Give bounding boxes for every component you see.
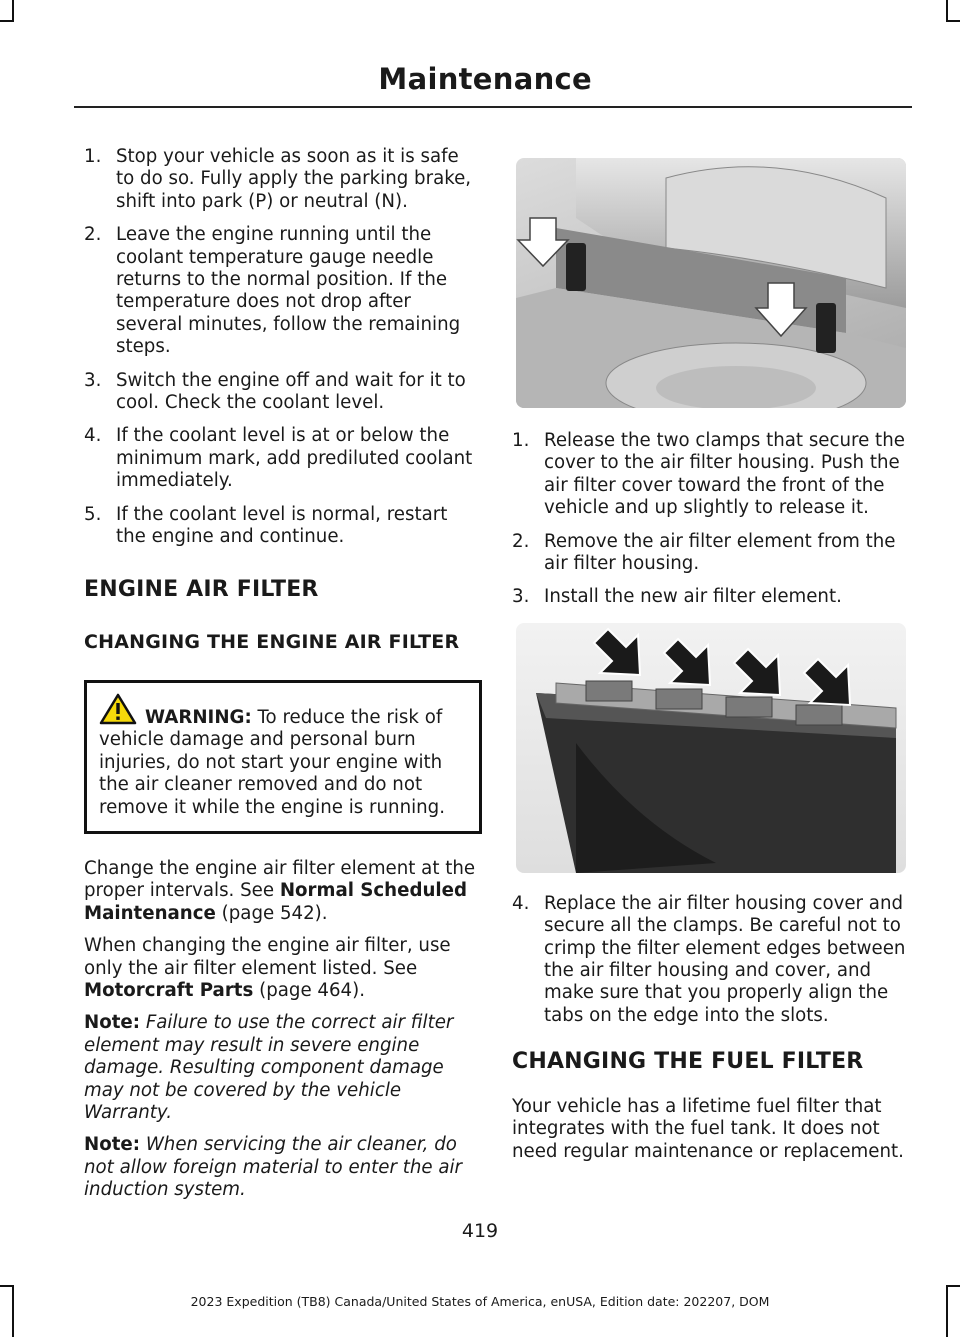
step-number: 5. <box>84 503 102 525</box>
air-filter-tabs-drawing <box>516 623 906 873</box>
list-item <box>84 425 482 492</box>
header-rule <box>74 106 912 108</box>
step-text: Leave the engine running until the coolant temperature gauge needle returns to the normal position. If the temperature does not drop after several minutes, follow the remaining steps. <box>116 224 461 358</box>
page-number: 419 <box>461 1220 499 1242</box>
coolant-steps-list <box>84 146 482 549</box>
section-title: ENGINE AIR FILTER <box>84 576 319 602</box>
crop-mark <box>946 20 960 22</box>
crop-mark <box>0 1285 14 1287</box>
air-filter-clamps-illustration <box>516 158 906 408</box>
list-item <box>512 893 908 1027</box>
warning-text: To reduce the risk of vehicle damage and personal burn injuries, do not start your engine with the air cleaner removed and do not remove it while the engine is running. <box>99 706 446 818</box>
paragraph <box>84 858 482 925</box>
note <box>84 1012 482 1124</box>
warning-box <box>84 680 482 834</box>
step-number: 3. <box>512 586 530 608</box>
step-number: 3. <box>84 369 102 391</box>
right-column <box>512 146 908 1173</box>
step-text: Switch the engine off and wait for it to cool. Check the coolant level. <box>116 369 466 414</box>
note-text: Failure to use the correct air filter element may result in severe engine damage. Resulting component damage may not be covered by the vehicle Warranty. <box>84 1012 454 1123</box>
step-number: 4. <box>512 892 530 914</box>
air-filter-steps-list-continued <box>512 893 908 1027</box>
step-number: 1. <box>512 430 530 451</box>
warning-label: WARNING: <box>145 706 252 728</box>
list-item <box>512 586 908 608</box>
step-text: Stop your vehicle as soon as it is safe to do so. Fully apply the parking brake, shift into park (P) or neutral (N). <box>116 146 472 212</box>
step-number: 2. <box>84 224 102 246</box>
note-text: When servicing the air cleaner, do not allow foreign material to enter the air induction system. <box>84 1134 463 1201</box>
left-column <box>84 146 482 1212</box>
paragraph <box>84 935 482 1002</box>
page-title: Maintenance <box>378 62 592 96</box>
note-label: Note: <box>84 1134 141 1156</box>
page-reference: (page 542). <box>215 902 328 924</box>
air-filter-clamps-drawing <box>516 158 906 408</box>
list-item <box>512 531 908 576</box>
list-item <box>512 430 908 520</box>
step-text: If the coolant level is at or below the minimum mark, add prediluted coolant immediately. <box>116 425 473 492</box>
note-label: Note: <box>84 1012 141 1034</box>
crop-mark <box>0 20 14 22</box>
page-reference: (page 464). <box>253 979 366 1001</box>
list-item <box>84 224 482 358</box>
subsection-title: CHANGING THE ENGINE AIR FILTER <box>84 630 460 653</box>
step-number: 2. <box>512 530 530 552</box>
step-text: Release the two clamps that secure the cover to the air filter housing. Push the air filter cover toward the front of the vehicle and up slightly to release it. <box>544 430 905 519</box>
air-filter-tabs-illustration <box>516 623 906 873</box>
crop-mark <box>12 0 14 22</box>
list-item <box>84 370 482 415</box>
cross-reference-link[interactable]: Normal Scheduled Maintenance <box>84 880 468 924</box>
crop-mark <box>946 1285 960 1287</box>
section-title: CHANGING THE FUEL FILTER <box>512 1049 864 1075</box>
list-item <box>84 504 482 549</box>
step-number: 1. <box>84 146 102 167</box>
step-text: Remove the air filter element from the air filter housing. <box>544 530 896 575</box>
footer-edition-text: 2023 Expedition (TB8) Canada/United States of America, enUSA, Edition date: 202207, DOM <box>190 1294 770 1309</box>
step-number: 4. <box>84 425 102 447</box>
crop-mark <box>946 0 948 22</box>
crop-mark <box>946 1285 948 1337</box>
crop-mark <box>12 1285 14 1337</box>
step-text: If the coolant level is normal, restart the engine and continue. <box>116 503 448 548</box>
list-item <box>84 146 482 213</box>
note <box>84 1134 482 1201</box>
paragraph-text: Change the engine air filter element at the proper intervals. See <box>84 857 476 902</box>
cross-reference-link[interactable]: Motorcraft Parts <box>84 979 254 1001</box>
paragraph-text: When changing the engine air filter, use only the air filter element listed. See <box>84 935 451 979</box>
paragraph: Your vehicle has a lifetime fuel filter that integrates with the fuel tank. It does not need regular maintenance or replacement. <box>512 1095 904 1162</box>
air-filter-steps-list <box>512 430 908 609</box>
step-text: Install the new air filter element. <box>544 586 842 608</box>
step-text: Replace the air filter housing cover and secure all the clamps. Be careful not to crimp the filter element edges between the air filter housing and cover, and make sure that you properly align the tabs on the edge into the slots. <box>544 892 906 1026</box>
warning-triangle-icon <box>99 693 137 725</box>
